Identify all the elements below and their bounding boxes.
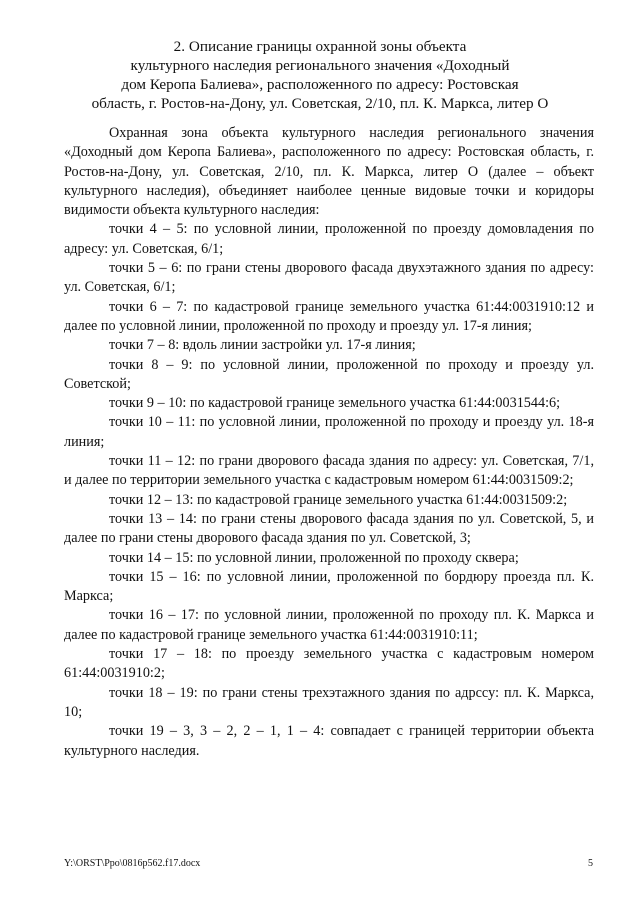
boundary-segment-paragraph: точки 12 – 13: по кадастровой границе земельного участка 61:44:0031509:2; [109,491,568,508]
boundary-segment-paragraph: точки 10 – 11: по условной линии, проложенной по проходу и проезду ул. 18-я линия; [64,414,594,450]
footer-file-path: Y:\ORST\Ppo\0816p562.f17.docx [64,858,201,869]
boundary-segment-paragraph: точки 13 – 14: по грани стены дворового фасада здания по ул. Советской, 5, и далее по грани стены дворового фасада здания по ул. Советской, 3; [64,510,594,547]
section-title [60,37,580,113]
boundary-segment-paragraph: точки 4 – 5: по условной линии, проложенной по проезду домовладения по адресу: ул. Советская, 6/1; [64,221,594,257]
boundary-segment-paragraph: точки 17 – 18: по проезду земельного участка с кадастровым номером 61:44:0031910:2; [64,646,594,682]
boundary-segment-paragraph: точки 7 – 8: вдоль линии застройки ул. 17-я линия; [109,337,416,354]
intro-paragraph: Охранная зона объекта культурного наследия регионального значения «Доходный дом Керопа Балиева», расположенного по адресу: Ростовская область, г. Ростов-на-Дону, ул. Советская, 2/10, пл. К. Маркса, литер О (далее – объект культурного наследия), объединяет наиболее ценные видовые точки и коридоры видимости объекта культурного наследия: [64,125,594,219]
boundary-segment-paragraph: точки 16 – 17: по условной линии, проложенной по проходу пл. К. Маркса и далее по кадастровой границе земельного участка 61:44:0031910:11; [64,607,594,643]
boundary-segment-paragraph: точки 11 – 12: по грани дворового фасада здания по адресу: ул. Советская, 7/1, и далее по территории земельного участка с кадастровым номером 61:44:0031509:2; [64,453,594,489]
section-title-line: область, г. Ростов-на-Дону, ул. Советская, 2/10, пл. К. Маркса, литер О [91,95,549,112]
section-title-line: 2. Описание границы охранной зоны объекта [173,38,467,55]
boundary-segment-paragraph: точки 9 – 10: по кадастровой границе земельного участка 61:44:0031544:6; [109,395,561,412]
boundary-segment-paragraph: точки 14 – 15: по условной линии, проложенной по проходу сквера; [109,549,519,566]
boundary-segment-paragraph: точки 15 – 16: по условной линии, проложенной по бордюру проезда пл. К. Маркса; [64,568,594,605]
page-number: 5 [588,858,593,869]
boundary-segment-paragraph: точки 19 – 3, 3 – 2, 2 – 1, 1 – 4: совпадает с границей территории объекта культурного наследия. [64,723,594,759]
boundary-segment-paragraph: точки 18 – 19: по грани стены трехэтажного здания по адрсcу: пл. К. Маркса, 10; [64,684,594,720]
document-body [64,124,594,761]
boundary-segment-paragraph: точки 5 – 6: по грани стены дворового фасада двухэтажного здания по адресу: ул. Советская, 6/1; [64,260,594,296]
boundary-segment-paragraph: точки 8 – 9: по условной линии, проложенной по проходу и проезду ул. Советской; [64,356,594,392]
section-title-line: культурного наследия регионального значения «Доходный [130,57,510,74]
boundary-segment-paragraph: точки 6 – 7: по кадастровой границе земельного участка 61:44:0031910:12 и далее по условной линии, проложенной по проходу и проезду ул. 17-я линия; [64,298,594,334]
section-title-line: дом Керопа Балиева», расположенного по адресу: Ростовская [121,76,519,93]
